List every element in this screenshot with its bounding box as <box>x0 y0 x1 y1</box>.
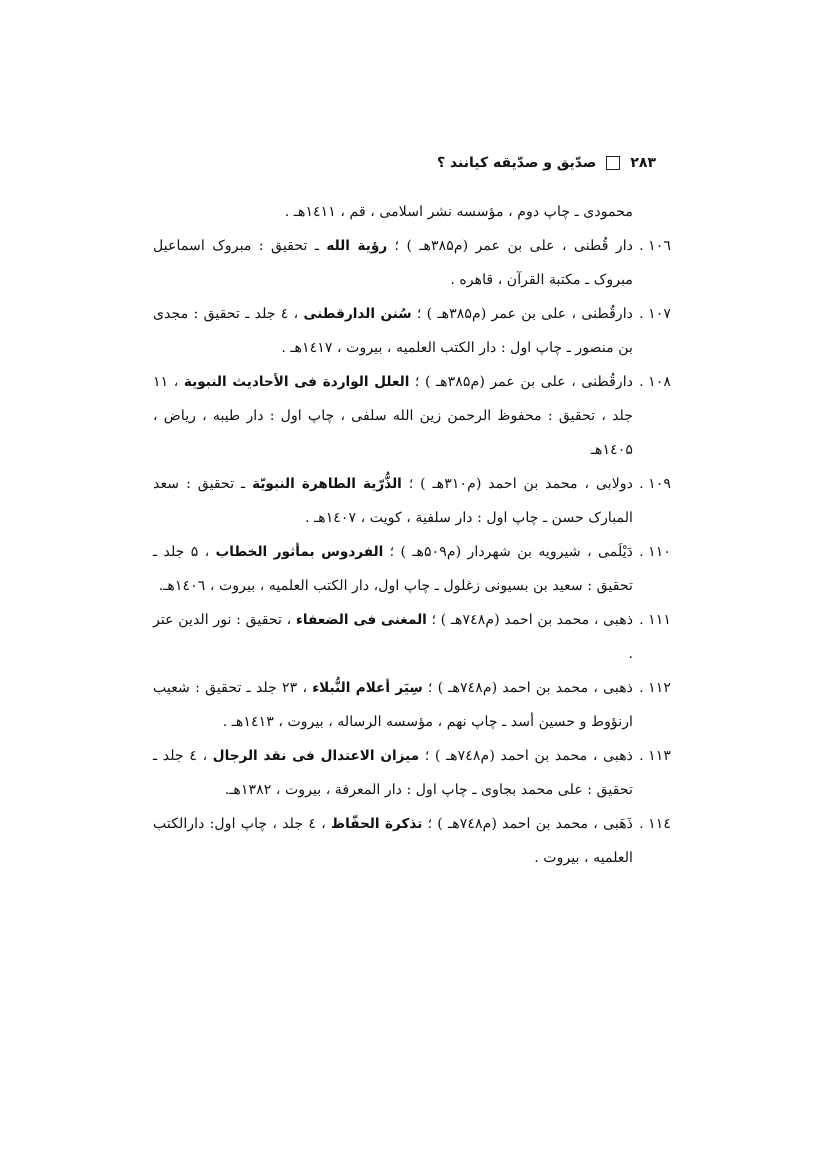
book-title: المغنی فی الضعفاء <box>295 612 427 628</box>
bibliography <box>153 195 671 875</box>
running-header <box>437 155 656 171</box>
book-title: تذکرة الحفّاظ <box>331 816 423 832</box>
bibliography-entry <box>153 297 671 365</box>
bibliography-entry <box>153 365 671 467</box>
entry-number: ۱۱۰ . <box>639 544 671 560</box>
book-title: الذُّرّیة الطاهرة النبویّة <box>252 476 402 492</box>
bibliography-entry <box>153 739 671 807</box>
entry-text: دارقُطنی ، علی بن عمر (م۳۸۵هـ ) ؛ سُنن الدارقطنی ، ٤ جلد ـ تحقیق : مجدی بن منصور ـ چاپ اول : دار الکتب العلمیه ، بیروت ، ۱٤۱۷هـ . <box>153 306 633 356</box>
entry-number: ۱۰٦ . <box>639 238 671 254</box>
book-title: العلل الواردة فی الأحادیث النبویة <box>183 374 410 390</box>
bibliography-entry <box>153 671 671 739</box>
bibliography-entry <box>153 603 671 671</box>
square-ornament-icon <box>606 156 620 170</box>
entry-text: دار قُطنی ، علی بن عمر (م۳۸۵هـ ) ؛ رؤیة الله ـ تحقیق : مبروک اسماعیل مبروک ـ مکتبة القرآن ، قاهره . <box>153 238 633 288</box>
bibliography-entry <box>153 467 671 535</box>
running-title: صدّیق و صدّیقه کیانند ؟ <box>436 155 597 171</box>
entry-number: ۱۰۸ . <box>639 374 671 390</box>
entry-number: ۱۱۳ . <box>639 748 671 764</box>
entry-continuation: محمودی ـ چاپ دوم ، مؤسسه نشر اسلامی ، قم ، ۱٤۱۱هـ . <box>284 204 633 220</box>
entry-text: ذَهَبی ، محمد بن احمد (م۷٤۸هـ ) ؛ تذکرة الحفّاظ ، ٤ جلد ، چاپ اول: دارالکتب العلمیه ، بیروت . <box>153 816 633 866</box>
entry-text: دولابی ، محمد بن احمد (م۳۱۰هـ ) ؛ الذُّرّیة الطاهرة النبویّة ـ تحقیق : سعد المبارک حسن ـ چاپ اول : دار سلفیة ، کویت ، ۱٤۰۷هـ . <box>153 476 633 526</box>
entry-number: ۱۱۲ . <box>639 680 671 696</box>
entry-text: دارقُطنی ، علی بن عمر (م۳۸۵هـ ) ؛ العلل الواردة فی الأحادیث النبویة ، ۱۱ جلد ، تحقیق : محفوظ الرحمن زین الله سلفی ، چاپ اول : دار طیبه ، ریاض ، ۱٤۰۵هـ <box>153 374 633 458</box>
page-number: ۲۸۳ <box>630 155 656 171</box>
entry-number: ۱۱٤ . <box>639 816 671 832</box>
book-title: میزان الاعتدال فی نقد الرجال <box>212 748 420 764</box>
book-title: سُنن الدارقطنی <box>303 306 412 322</box>
entry-text: ذهبی ، محمد بن احمد (م۷٤۸هـ ) ؛ سِیَر أعلام النُّبلاء ، ۲۳ جلد ـ تحقیق : شعیب ارنؤوط و حسین أسد ـ چاپ نهم ، مؤسسه الرساله ، بیروت ، ۱٤۱۳هـ . <box>153 680 633 730</box>
book-title: رؤیة الله <box>326 238 388 254</box>
bibliography-entry <box>153 535 671 603</box>
entry-number: ۱۰۹ . <box>639 476 671 492</box>
book-title: الفردوس بمأثور الخطاب <box>215 544 384 560</box>
bibliography-entry <box>153 229 671 297</box>
entry-text: دَیْلَمی ، شیرویه بن شهردار (م۵۰۹هـ ) ؛ الفردوس بمأثور الخطاب ، ۵ جلد ـ تحقیق : سعید بن بسیونی زغلول ـ چاپ اول، دار الکتب العلمیه ، بیروت ، ۱٤۰٦هـ. <box>153 544 633 594</box>
entry-text: ذهبی ، محمد بن احمد (م۷٤۸هـ ) ؛ المغنی فی الضعفاء ، تحقیق : نور الدین عتر . <box>153 612 634 662</box>
bibliography-entry <box>153 807 671 875</box>
book-title: سِیَر أعلام النُّبلاء <box>312 680 423 696</box>
entry-number: ۱۱۱ . <box>639 612 671 628</box>
entry-text: ذهبی ، محمد بن احمد (م۷٤۸هـ ) ؛ میزان الاعتدال فی نقد الرجال ، ٤ جلد ـ تحقیق : علی محمد بجاوی ـ چاپ اول : دار المعرفة ، بیروت ، ۱۳۸۲هـ. <box>153 748 633 798</box>
entry-number: ۱۰۷ . <box>639 306 671 322</box>
